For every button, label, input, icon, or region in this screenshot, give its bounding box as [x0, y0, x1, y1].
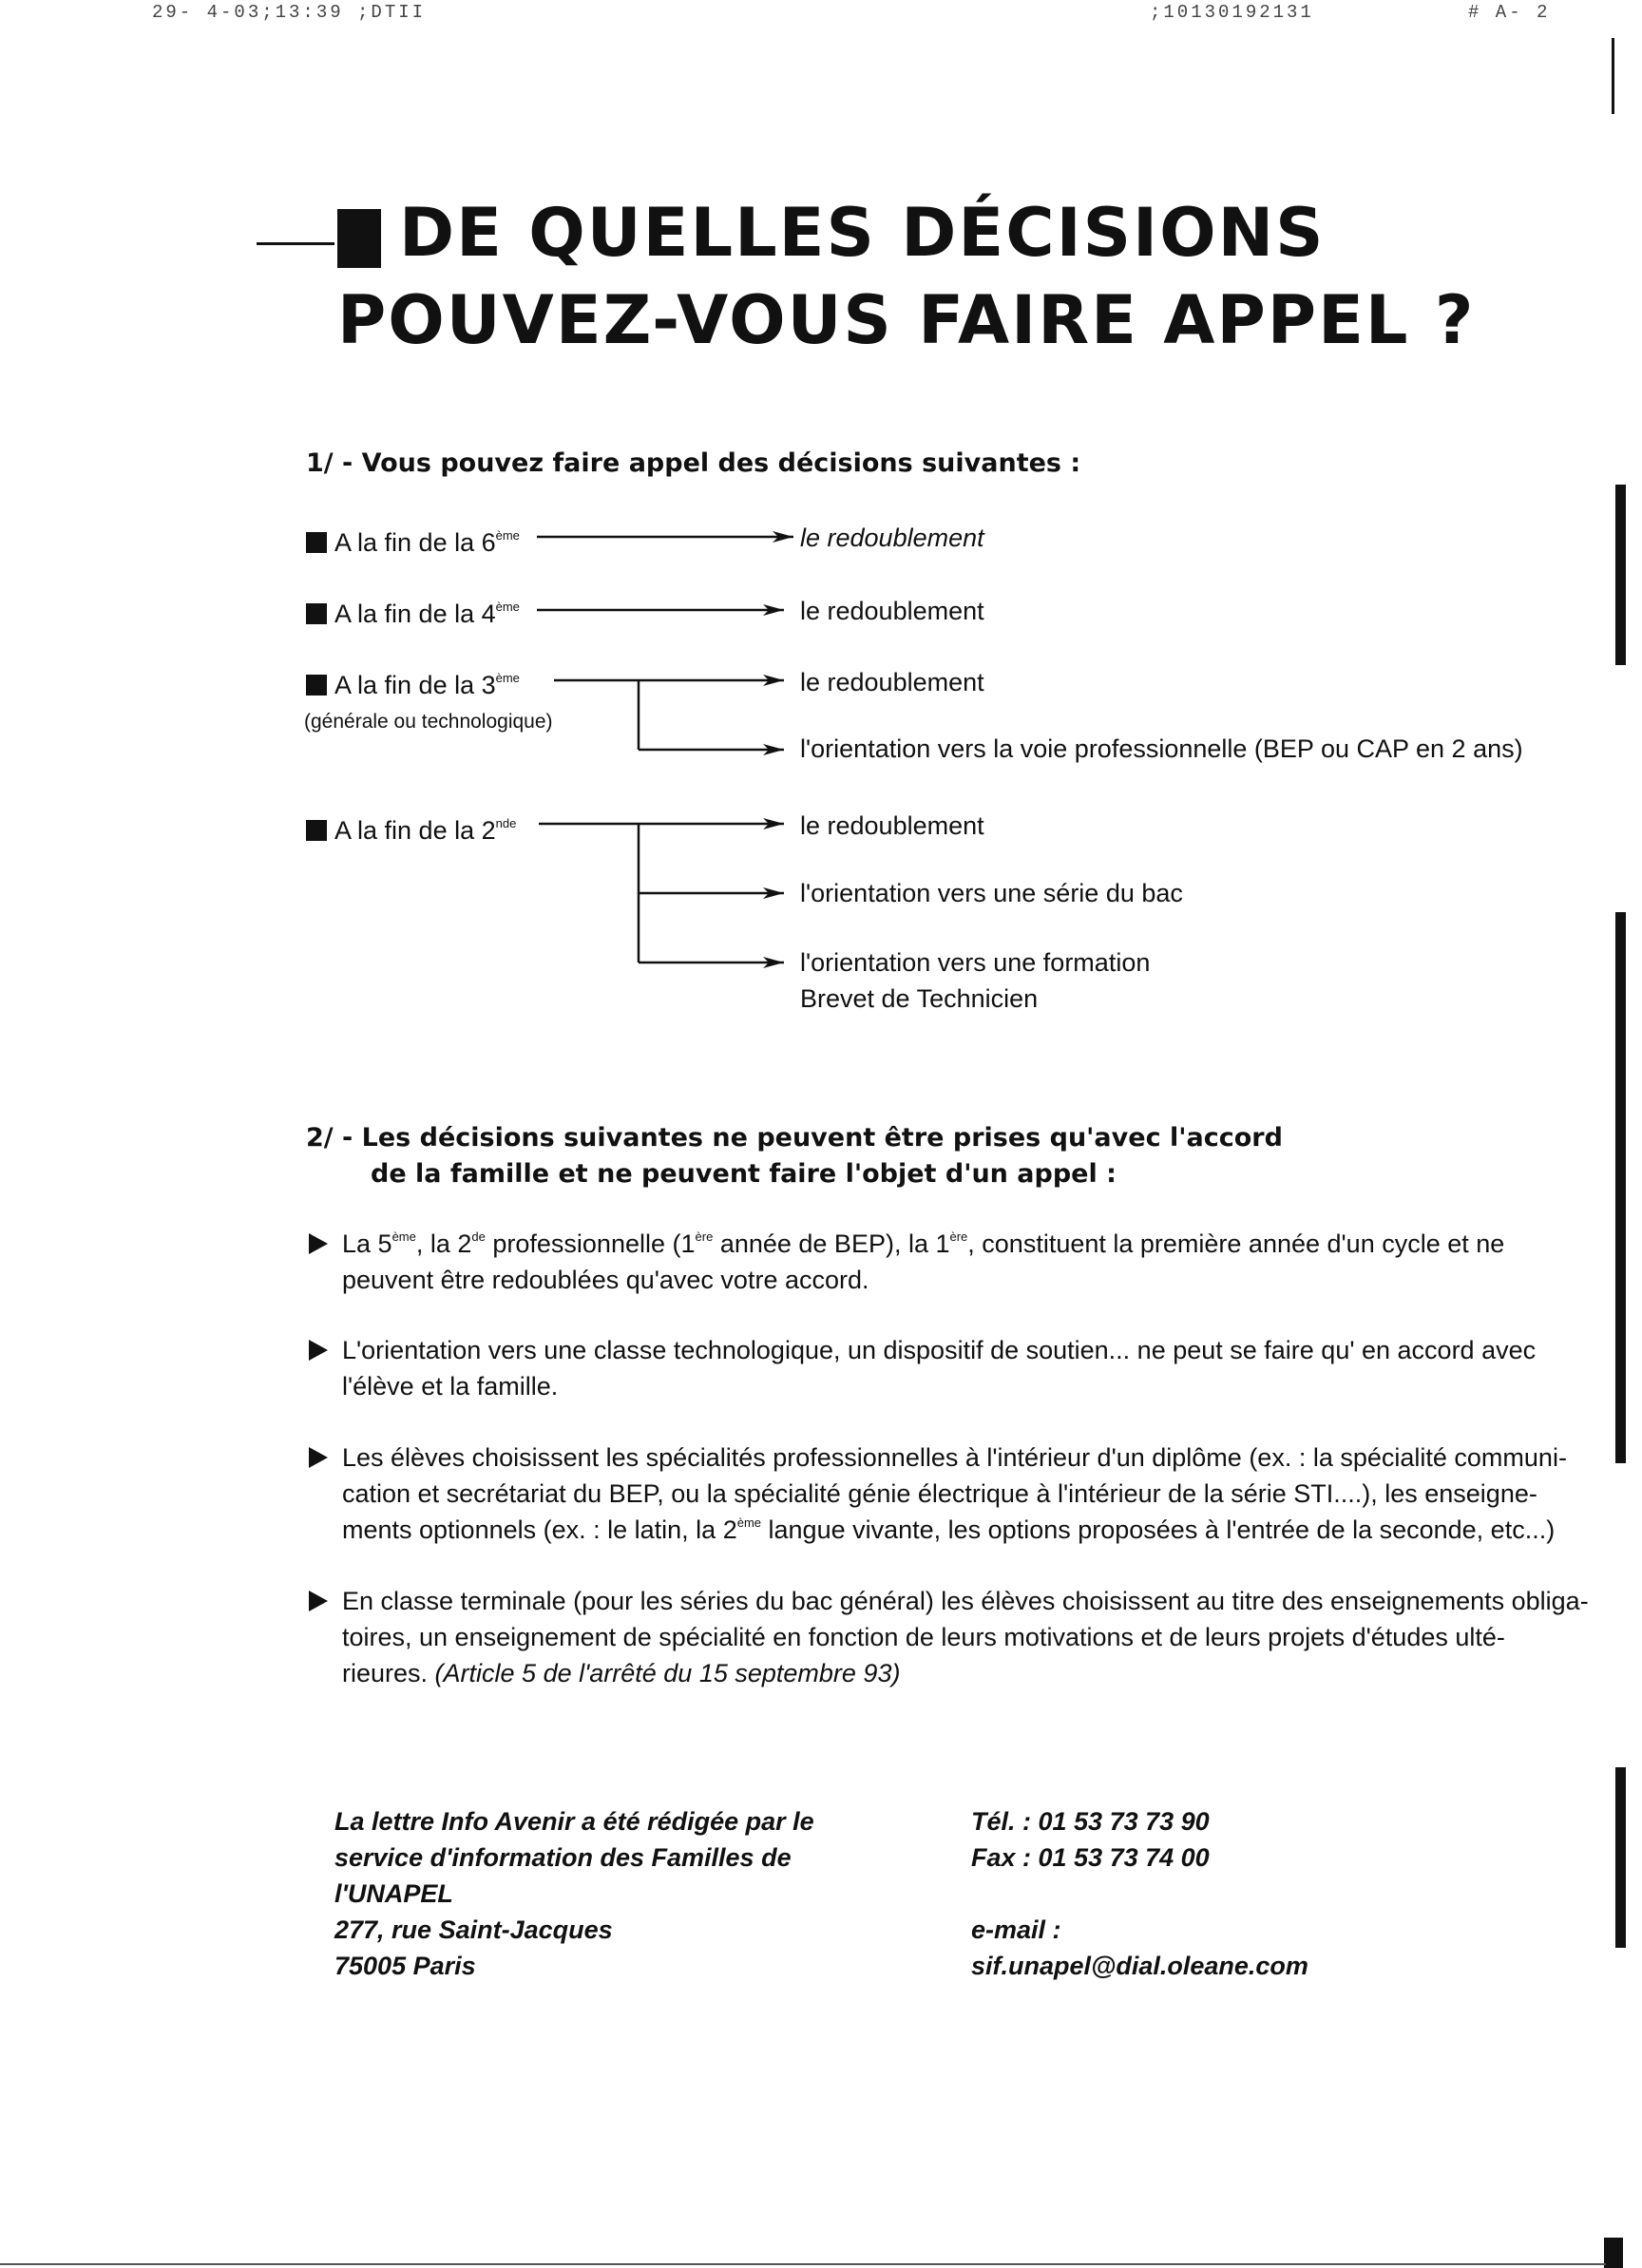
fax-header-left: 29- 4-03;13:39 ;DTII: [152, 2, 427, 23]
page-title-line1: DE QUELLES DÉCISIONS: [399, 194, 1326, 272]
section1-heading: 1/ - Vous pouvez faire appel des décisions suivantes :: [306, 448, 1081, 478]
row-2nde-outcome-3: l'orientation vers une formation: [800, 948, 1151, 977]
page-title-line2: POUVEZ-VOUS FAIRE APPEL ?: [337, 281, 1476, 359]
row-4eme-label: A la fin de la 4ème: [306, 599, 520, 629]
list-item: La 5ème, la 2de professionnelle (1ère année de BEP), la 1ère, constituent la première année d'un cycle et ne peuvent être redoublées qu'avec votre accord.: [309, 1226, 1625, 1298]
row-3eme-label: A la fin de la 3ème: [306, 670, 520, 700]
footer-tel: Tél. : 01 53 73 73 90: [971, 1807, 1210, 1836]
list-item: Les élèves choisissent les spécialités professionnelles à l'intérieur d'un diplôme (ex. : la spécialité communi- cation et secrétariat du BEP, ou la spécialité génie électrique à l'intérieur de la série STI....), les enseigne- ments optionnels (ex. : le latin, la 2ème langue vivante, les options proposées à l'entrée de la seconde, etc...): [309, 1439, 1625, 1548]
fax-header-middle: ;10130192131: [1150, 2, 1314, 23]
footer-email: sif.unapel@dial.oleane.com: [971, 1952, 1308, 1980]
footer-email-label: e-mail :: [971, 1915, 1061, 1944]
section2-heading-line2: de la famille et ne peuvent faire l'objet d'un appel :: [371, 1159, 1117, 1189]
row-3eme-outcome-1: le redoublement: [800, 668, 984, 696]
row-2nde-outcome-3b: Brevet de Technicien: [800, 984, 1039, 1013]
row-2nde-outcome-2: l'orientation vers une série du bac: [800, 879, 1183, 907]
row-2nde-outcome-1: le redoublement: [800, 811, 984, 840]
list-item: En classe terminale (pour les séries du bac général) les élèves choisissent au titre des enseignements obliga- toires, un enseignement de spécialité en fonction de leurs motivations et de leurs projets d'études ulté- rieures. (Article 5 de l'arrêté du 15 septembre 93): [309, 1583, 1625, 1691]
fax-header-right: # A- 2: [1468, 2, 1551, 23]
row-2nde-label: A la fin de la 2nde: [306, 815, 516, 846]
row-6eme-outcome: le redoublement: [800, 524, 984, 552]
footer-address: La lettre Info Avenir a été rédigée par le service d'information des Familles de l'UNAPEL 277, rue Saint-Jacques 75005 Paris: [334, 1807, 814, 1980]
triangle-bullet-icon: [309, 1447, 328, 1468]
triangle-bullet-icon: [309, 1233, 328, 1254]
row-3eme-note: (générale ou technologique): [304, 711, 553, 733]
section2-heading-line1: 2/ - Les décisions suivantes ne peuvent être prises qu'avec l'accord: [306, 1123, 1283, 1153]
triangle-bullet-icon: [309, 1591, 328, 1611]
footer-contact: [971, 1803, 1308, 1984]
footer-fax: Fax : 01 53 73 74 00: [971, 1843, 1210, 1872]
list-item: L'orientation vers une classe technologique, un dispositif de soutien... ne peut se faire qu' en accord avec l'élève et la famille.: [309, 1332, 1625, 1404]
row-3eme-outcome-2: l'orientation vers la voie professionnelle (BEP ou CAP en 2 ans): [800, 734, 1523, 763]
row-6eme-label: A la fin de la 6ème: [306, 527, 520, 558]
row-4eme-outcome: le redoublement: [800, 597, 984, 625]
triangle-bullet-icon: [309, 1340, 328, 1361]
